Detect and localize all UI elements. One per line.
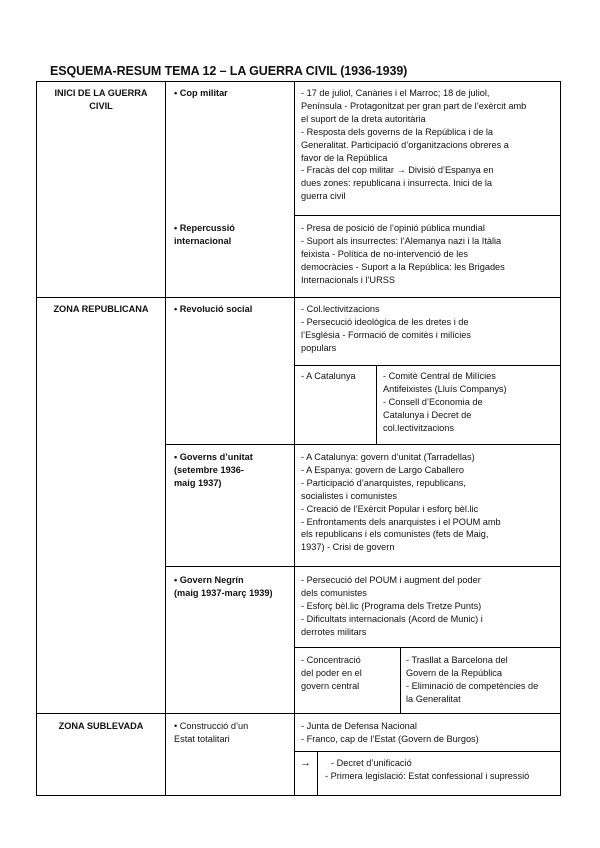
subcell-divider — [376, 365, 377, 444]
row-divider — [294, 215, 561, 216]
subrow-divider — [294, 647, 561, 648]
section-label-sublevada: ZONA SUBLEVADA — [58, 721, 144, 731]
section-label-inici: INICI DE LA GUERRA CIVIL — [54, 88, 148, 111]
topic-governs-unitat: • Governs d’unitat (setembre 1936- maig 1937) — [174, 452, 253, 488]
subcell-divider — [400, 647, 401, 713]
subtopic-a-catalunya: - A Catalunya — [301, 371, 356, 381]
topic-cop-militar: • Cop militar — [174, 88, 228, 98]
section-divider — [37, 297, 561, 298]
column-divider-1 — [165, 82, 166, 796]
content-a-catalunya: - Comitè Central de Milícies Antifeixistes (Lluís Companys) - Consell d’Economia de Catalunya i Decret de col.lectivitzacions — [383, 371, 507, 433]
column-divider-2 — [294, 82, 295, 796]
subrow-divider — [294, 365, 561, 366]
content-repercussio-internacional: - Presa de posició de l’opinió pública mundial - Suport als insurrectes: l’Alemanya nazi i la Itàlia feixista - Política de no-intervenció de les democràcies - Suport a la República: les Brigades Internacionals i l’URSS — [301, 223, 505, 285]
document-title: ESQUEMA-RESUM TEMA 12 – LA GUERRA CIVIL (1936-1939) — [50, 64, 408, 78]
content-governs-unitat: - A Catalunya: govern d’unitat (Tarradellas) - A Espanya: govern de Largo Caballero - Participació d’anarquistes, republicans, socialistes i comunistes - Creació de l’Exèrcit Popular i esforç bèl.lic - Enfrontaments dels anarquistes i el POUM amb els republicans i els comunistes (fets de Maig, 1937) - Crisi de govern — [301, 452, 501, 553]
content-concentracio-poder: - Concentració del poder en el govern central — [301, 655, 362, 691]
content-trasllat-barcelona: - Trasllat a Barcelona del Govern de la República - Eliminació de competències de la Generalitat — [406, 655, 539, 704]
content-revolucio-social: - Col.lectivitzacions - Persecució ideològica de les dretes i de l’Església - Formació de comitès i milícies populars — [301, 304, 472, 353]
row-divider — [165, 566, 561, 567]
topic-repercussio-internacional: • Repercussió internacional — [174, 223, 235, 246]
section-label-republicana: ZONA REPUBLICANA — [53, 304, 149, 314]
subrow-divider — [294, 751, 561, 752]
section-divider — [37, 713, 561, 714]
content-cop-militar: - 17 de juliol, Canàries i el Marroc; 18 de juliol, Península - Protagonitzat per gran part de l’exèrcit amb el suport de la dreta autoritària - Resposta dels governs de la República i de la Generalitat. Participació d’organitzacions obreres a favor de la República - Fracàs del cop militar → Divisió d’Espanya en dues zones: republicana i insurrecta. Inici de la guerra civil — [301, 88, 527, 202]
topic-estat-totalitari: • Construcció d’un Estat totalitari — [174, 721, 249, 744]
arrow-icon: → — [300, 757, 311, 769]
summary-table — [36, 81, 561, 796]
subcell-divider — [317, 751, 318, 796]
row-divider — [165, 444, 561, 445]
topic-revolucio-social: • Revolució social — [174, 304, 253, 314]
content-estat-totalitari: - Junta de Defensa Nacional - Franco, cap de l’Estat (Govern de Burgos) — [301, 721, 479, 744]
topic-govern-negrin: • Govern Negrín (maig 1937-març 1939) — [174, 575, 273, 598]
content-decret-unificacio: - Decret d’unificació - Primera legislació: Estat confessional i supressió — [325, 758, 530, 781]
content-govern-negrin: - Persecució del POUM i augment del poder dels comunistes - Esforç bèl.lic (Programa dels Tretze Punts) - Dificultats internacionals (Acord de Munic) i derrotes militars — [301, 575, 483, 637]
